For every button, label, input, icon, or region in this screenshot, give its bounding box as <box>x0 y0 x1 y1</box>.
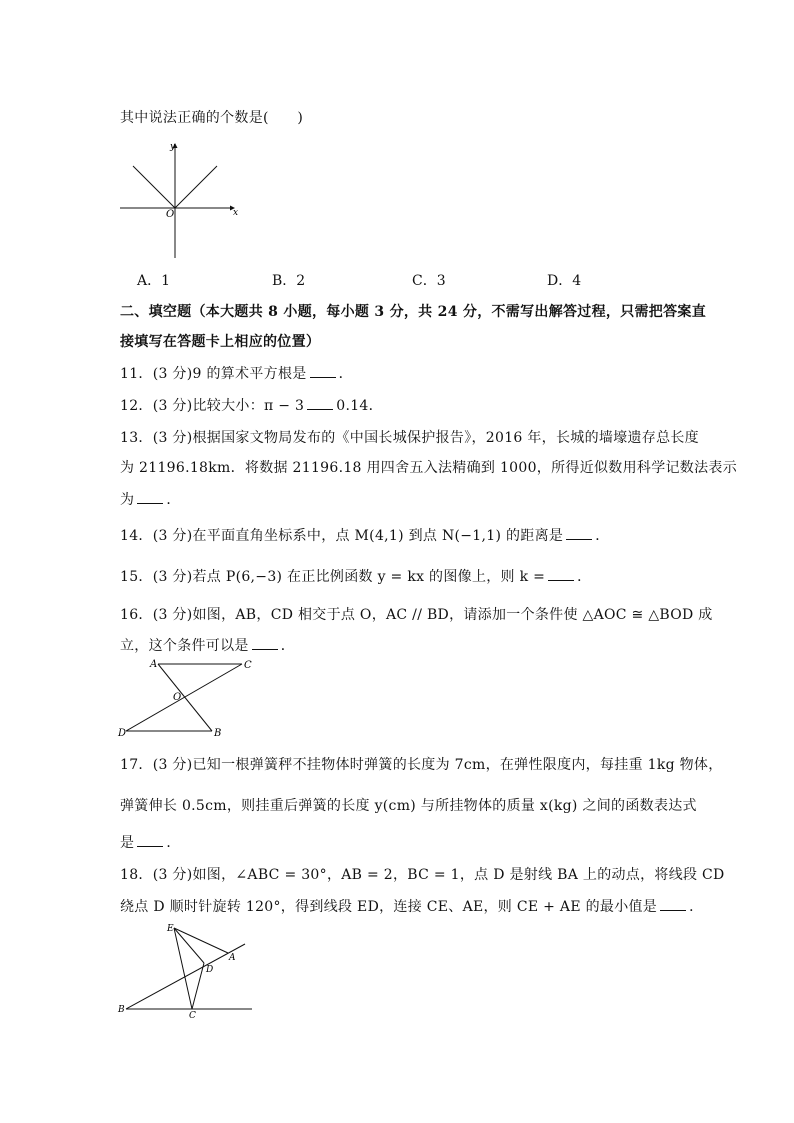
question-18-line2: 绕点 D 顺时针旋转 120°，得到线段 ED，连接 CE、AE，则 CE + AE 的最小值是 ． <box>120 899 704 915</box>
question-13-line2: 为 21196.18km．将数据 21196.18 用四舍五入法精确到 1000，所得近似数用科学记数法表示 <box>120 460 737 476</box>
q18-geometry-figure <box>114 920 259 1020</box>
answer-blank <box>310 364 336 378</box>
q10-function-graph <box>118 140 238 262</box>
segment-dc <box>126 664 242 731</box>
question-17-line1: 17．(3 分)已知一根弹簧秤不挂物体时弹簧的长度为 7cm，在弹性限度内，每挂重 1kg 物体， <box>120 757 723 773</box>
option-b: B．2 <box>272 273 306 289</box>
answer-blank <box>137 490 163 504</box>
q16-geometry-figure <box>114 656 262 742</box>
question-18-line1: 18．(3 分)如图，∠ABC = 30°，AB = 2，BC = 1，点 D 是射线 BA 上的动点，将线段 CD <box>120 867 725 883</box>
question-14: 14．(3 分)在平面直角坐标系中，点 M(4,1) 到点 N(−1,1) 的距离是 ． <box>120 528 610 544</box>
segment-ab <box>158 664 212 731</box>
option-d: D．4 <box>547 273 582 289</box>
answer-blank <box>137 833 163 847</box>
question-12: 12．(3 分)比较大小：π − 3 0.14． <box>120 398 383 414</box>
y-axis-label: y <box>170 142 176 152</box>
label-b: B <box>118 1005 125 1015</box>
graph-right-branch <box>175 166 217 208</box>
ray-ba <box>126 944 245 1009</box>
section2-title-line2: 接填写在答题卡上相应的位置） <box>120 334 321 350</box>
label-b: B <box>214 728 222 739</box>
question-11: 11．(3 分)9 的算术平方根是 ． <box>120 366 353 382</box>
question-13-line3: 为 ． <box>120 492 181 508</box>
label-d: D <box>206 965 214 975</box>
answer-blank <box>252 636 278 650</box>
option-c: C．3 <box>412 273 446 289</box>
label-a: A <box>229 953 236 963</box>
label-o: O <box>173 692 182 703</box>
label-a: A <box>150 659 158 670</box>
q10-question-tail: 其中说法正确的个数是( ) <box>120 110 304 126</box>
question-15: 15．(3 分)若点 P(6,−3) 在正比例函数 y = kx 的图像上，则 k = ． <box>120 569 592 585</box>
question-17-line2: 弹簧伸长 0.5cm，则挂重后弹簧的长度 y(cm) 与所挂物体的质量 x(kg) 之间的函数表达式 <box>120 798 697 814</box>
label-e: E <box>167 924 174 934</box>
segment-ec <box>174 928 192 1009</box>
question-17-line3: 是 ． <box>120 835 181 851</box>
label-d: D <box>118 728 127 739</box>
answer-blank <box>307 396 333 410</box>
answer-blank <box>660 897 686 911</box>
segment-ea <box>174 928 228 953</box>
origin-label: O <box>166 209 175 220</box>
segment-ed <box>174 928 204 963</box>
question-13-line1: 13．(3 分)根据国家文物局发布的《中国长城保护报告》，2016 年，长城的墙壕遗存总长度 <box>120 430 699 446</box>
answer-blank <box>566 526 592 540</box>
section2-title-line1: 二、填空题（本大题共 8 小题，每小题 3 分，共 24 分，不需写出解答过程，只需把答案直 <box>120 304 707 320</box>
question-16-line2: 立，这个条件可以是 ． <box>120 638 296 654</box>
option-a: A．1 <box>137 273 171 289</box>
x-axis-label: x <box>233 208 238 218</box>
label-c: C <box>189 1011 196 1020</box>
question-16-line1: 16．(3 分)如图，AB，CD 相交于点 O，AC // BD，请添加一个条件使 △AOC ≅ △BOD 成 <box>120 607 713 623</box>
answer-blank <box>548 567 574 581</box>
label-c: C <box>244 660 252 671</box>
graph-left-branch <box>133 166 175 208</box>
